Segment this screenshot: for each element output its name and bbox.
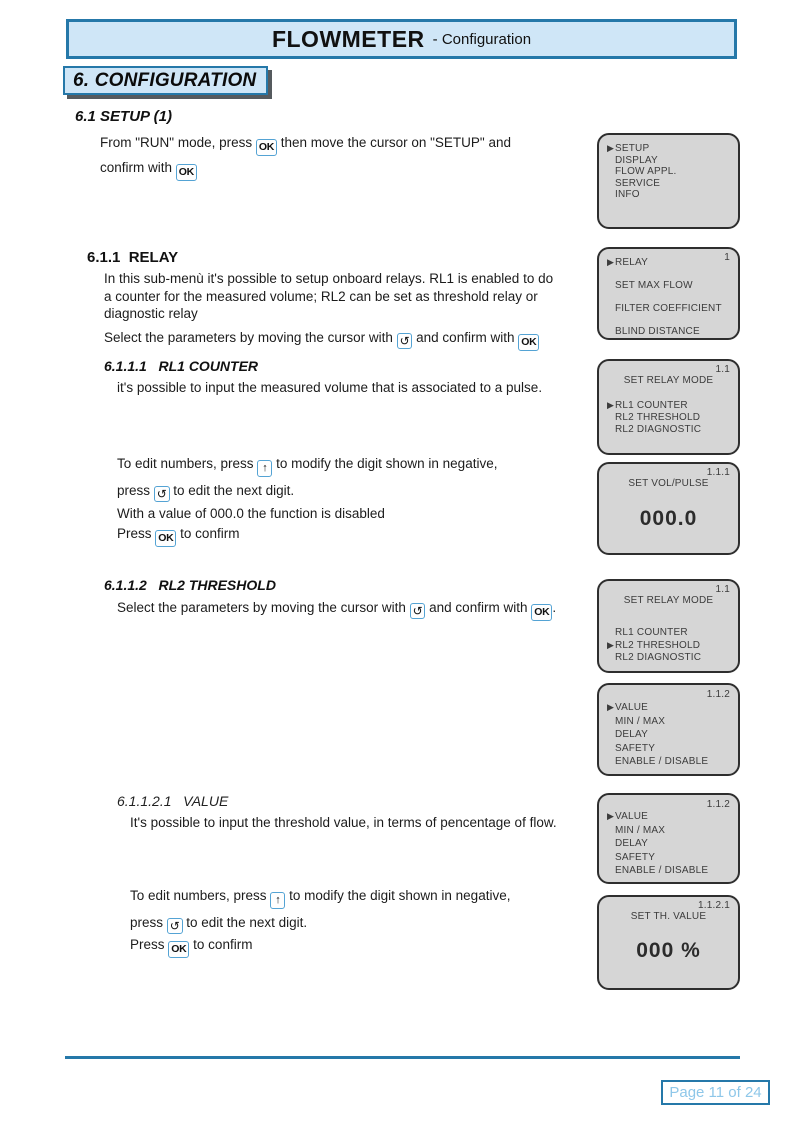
text-segment: to modify the digit shown in negative, [272,456,498,471]
text-line: a counter for the measured volume; RL2 can be set as threshold relay or [104,288,538,304]
lcd-item-label: DELAY [615,838,649,849]
text-segment: confirm with [100,160,176,175]
lcd-title: SET RELAY MODE [623,375,714,386]
lcd-item-label: SAFETY [615,851,656,863]
rotate-key-icon: ↺ [167,918,183,934]
lcd-menu-item [599,728,738,742]
cursor-arrow-icon: ▶ [607,702,615,712]
text-line: In this sub-menù it's possible to setup onboard relays. RL1 is enabled to do [104,271,554,286]
lcd-menu-item [599,178,738,190]
footer-divider [65,1056,740,1059]
text-segment: . [552,600,557,615]
lcd-menu-item [599,166,738,178]
ok-key-icon: OK [256,139,277,156]
lcd-page-number: 1.1.1 [706,467,730,478]
lcd-menu-item [599,399,738,412]
lcd-screen-threshold-menu-2 [597,793,740,884]
cursor-arrow-icon: ▶ [607,257,615,267]
ok-key-icon: OK [176,164,197,181]
lcd-item-label: RELAY [615,257,649,268]
lcd-item-label: MIN / MAX [615,715,666,727]
rotate-key-icon: ↺ [154,486,170,502]
lcd-item-label: BLIND DISTANCE [615,326,700,337]
text-line: it's possible to input the measured volume that is associated to a pulse. [117,380,543,395]
section-heading-rl2-threshold: 6.1.1.2 RL2 THRESHOLD [104,577,276,593]
lcd-item-label: DELAY [615,729,649,740]
lcd-title: SET RELAY MODE [623,595,714,606]
lcd-item-label: ENABLE / DISABLE [615,865,709,876]
lcd-menu-item [599,639,738,652]
lcd-item-label: VALUE [615,811,649,822]
lcd-item-label: RL2 DIAGNOSTIC [615,652,702,663]
lcd-menu-item [599,864,738,878]
lcd-screen-setup-menu [597,247,740,340]
lcd-menu-item [599,837,738,851]
text-segment: to edit the next digit. [169,483,295,498]
rl1-counter-paragraph [117,379,542,397]
lcd-title: SET VOL/PULSE [628,478,709,489]
lcd-item-label: FILTER COEFFICIENT [615,303,722,314]
lcd-menu-item [599,851,738,865]
text-segment: and confirm with [425,600,532,615]
lcd-item-label: SERVICE [615,177,661,189]
text-line: diagnostic relay [104,306,198,321]
lcd-menu-item [599,742,738,756]
relay-paragraph [104,270,553,351]
cursor-arrow-icon: ▶ [607,400,615,410]
ok-key-icon: OK [168,941,189,958]
rotate-key-icon: ↺ [410,603,426,619]
rotate-key-icon: ↺ [397,333,413,349]
lcd-menu-item [599,189,738,201]
section-heading-setup: 6.1 SETUP (1) [75,108,172,125]
text-segment: To edit numbers, press [130,888,271,903]
text-segment: to confirm [189,937,253,952]
cursor-arrow-icon: ▶ [607,143,615,153]
lcd-item-label: SET MAX FLOW [615,280,693,291]
chapter-title: 6. CONFIGURATION [73,69,257,91]
lcd-item-label: FLOW APPL. [615,166,677,177]
text-segment: Press [130,937,169,952]
document-header [66,19,737,59]
cursor-arrow-icon: ▶ [607,811,615,821]
lcd-screen-main-menu [597,133,740,229]
lcd-screen-set-th-value [597,895,740,990]
text-segment: press [117,483,154,498]
lcd-screen-set-relay-mode-rl1 [597,359,740,455]
text-segment: to modify the digit shown in negative, [285,888,511,903]
text-segment: Select the parameters by moving the cursor with [104,329,397,345]
section-heading-relay: 6.1.1 RELAY [87,249,179,266]
lcd-menu-item [599,715,738,729]
lcd-menu-item [599,824,738,838]
lcd-item-label: SETUP [615,143,650,154]
lcd-value: 000.0 [639,507,698,530]
page-number-label: Page 11 of 24 [669,1084,762,1101]
chapter-heading-box [63,66,268,95]
ok-key-icon: OK [155,530,176,547]
lcd-menu-item [599,412,738,424]
ok-key-icon: OK [531,604,552,621]
text-segment: then move the cursor on "SETUP" and [277,135,511,150]
lcd-item-label: RL2 THRESHOLD [615,640,701,651]
lcd-page-number: 1.1.2 [706,689,730,700]
lcd-menu-item [599,424,738,436]
text-segment: Press [117,525,156,541]
lcd-page-number: 1.1.2 [706,799,730,810]
lcd-item-label: RL2 THRESHOLD [615,412,701,423]
text-segment: To edit numbers, press [117,456,258,471]
lcd-item-label: SAFETY [615,742,656,754]
lcd-menu-item [599,652,738,664]
lcd-page-number: 1.1.2.1 [698,900,730,911]
document-subtitle: - Configuration [432,30,532,48]
document-title: FLOWMETER [271,25,425,52]
lcd-page-number: 1.1 [715,584,730,595]
edit-instructions-1 [117,455,497,547]
ok-key-icon: OK [518,334,539,351]
lcd-menu-item [599,627,738,639]
lcd-item-label: INFO [615,189,640,200]
page-number-box [661,1080,770,1105]
lcd-menu-item [599,280,738,292]
lcd-menu-item [599,256,738,269]
lcd-menu-item [599,755,738,769]
lcd-item-label: DISPLAY [615,154,658,166]
lcd-title: SET TH. VALUE [630,911,707,922]
section-heading-rl1-counter: 6.1.1.1 RL1 COUNTER [104,358,259,374]
text-line: It's possible to input the threshold value, in terms of pencentage of flow. [130,815,557,830]
lcd-screen-set-vol-pulse [597,462,740,555]
up-arrow-key-icon: ↑ [257,460,272,477]
lcd-item-label: ENABLE / DISABLE [615,756,709,767]
lcd-menu-item [599,303,738,315]
text-line: With a value of 000.0 the function is disabled [117,506,385,521]
edit-instructions-2 [130,887,510,958]
lcd-screen-set-relay-mode-rl2 [597,579,740,673]
text-segment: From "RUN" mode, press [100,135,256,150]
text-segment: press [130,915,167,930]
rl2-threshold-paragraph [117,599,556,621]
lcd-item-label: MIN / MAX [615,824,666,836]
section-heading-value: 6.1.1.2.1 VALUE [117,793,229,809]
value-paragraph [130,814,557,832]
lcd-menu-item [599,701,738,715]
lcd-screen-threshold-menu [597,683,740,776]
setup-paragraph [100,131,511,181]
lcd-item-label: RL2 DIAGNOSTIC [615,424,702,435]
lcd-menu-item [599,326,738,338]
up-arrow-key-icon: ↑ [270,892,285,909]
lcd-item-label: VALUE [615,702,649,713]
text-segment: to edit the next digit. [182,915,308,930]
lcd-page-number: 1.1 [715,364,730,375]
lcd-value: 000 % [636,939,701,962]
text-segment: and confirm with [412,329,519,345]
lcd-menu-item [599,143,738,155]
lcd-item-label: RL1 COUNTER [615,627,688,638]
lcd-menu-item [599,155,738,167]
text-segment: Select the parameters by moving the cursor with [117,600,410,615]
text-segment: to confirm [176,525,240,541]
lcd-item-label: RL1 COUNTER [615,400,688,411]
lcd-menu-item [599,810,738,824]
lcd-page-number: 1 [724,252,730,263]
cursor-arrow-icon: ▶ [607,640,615,650]
